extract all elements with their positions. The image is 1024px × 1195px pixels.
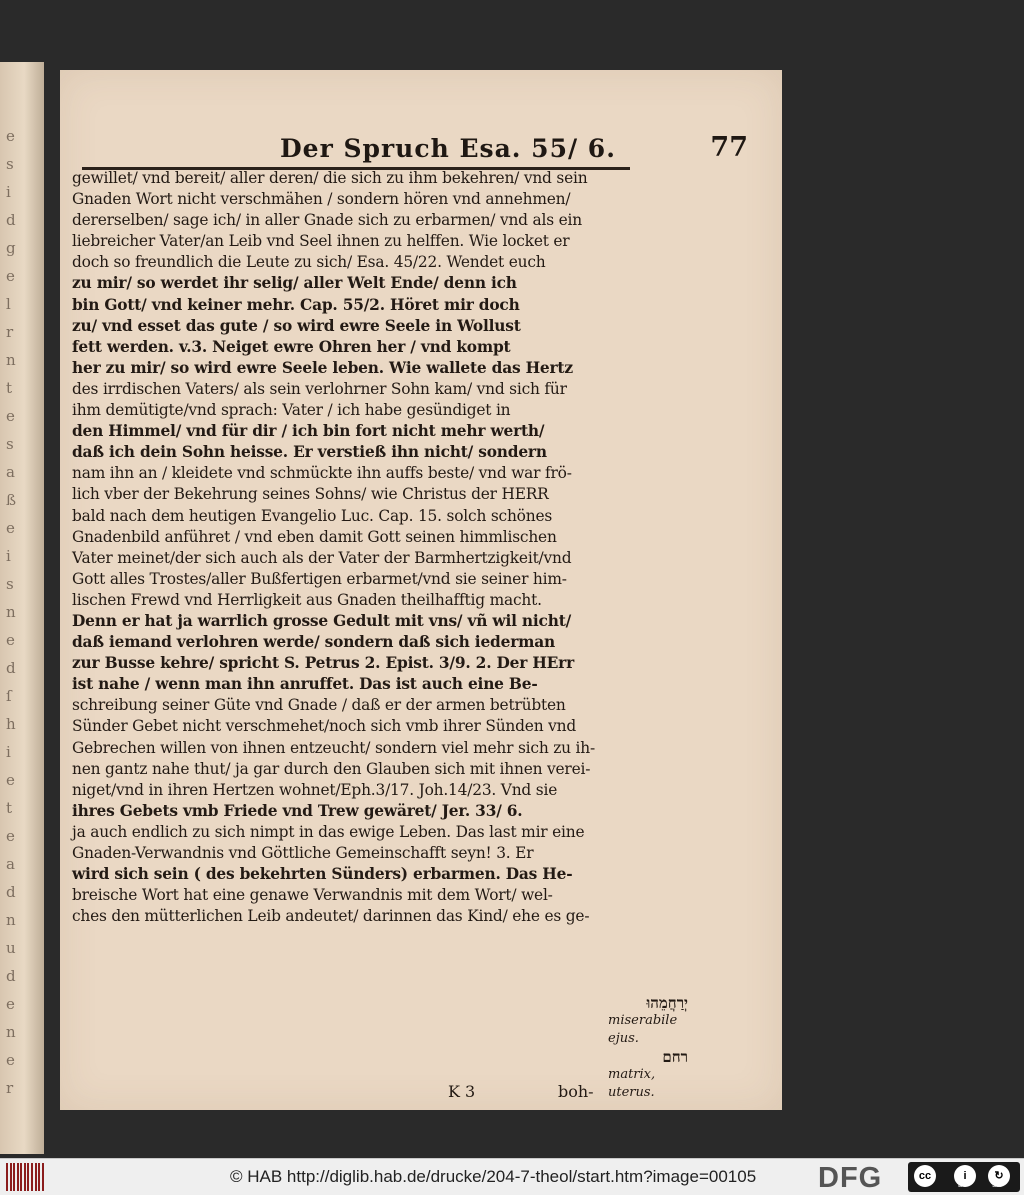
margin-latin-1: miserabile — [608, 1013, 678, 1028]
text-line: schreibung seiner Güte vnd Gnade / daß er der armen betrübten — [72, 696, 566, 715]
left-edge-char: ß — [6, 491, 18, 509]
text-line: zur Busse kehre/ spricht S. Petrus 2. Epist. 3/9. 2. Der HErr — [72, 654, 575, 673]
left-edge-char: a — [6, 855, 16, 873]
text-line: fett werden. v.3. Neiget ewre Ohren her / vnd kompt — [72, 337, 511, 356]
page-header — [80, 132, 762, 166]
left-edge-char: h — [6, 715, 17, 733]
text-line: Gnadenbild anführet / vnd eben damit Gott seinen himmlischen — [72, 527, 557, 546]
attribution-icon: i — [954, 1165, 976, 1187]
margin-hebrew-1: יְרַחֲמֵהוּ — [646, 994, 688, 1012]
left-edge-char: e — [6, 631, 16, 649]
text-line: wird sich sein ( des bekehrten Sünders) erbarmen. Das He- — [72, 865, 573, 884]
text-line: doch so freundlich die Leute zu sich/ Esa. 45/22. Wendet euch — [72, 253, 546, 272]
book-page — [60, 70, 782, 1110]
text-line: niget/vnd in ihren Hertzen wohnet/Eph.3/17. Joh.14/23. Vnd sie — [72, 780, 558, 799]
text-line: Gnaden-Verwandnis vnd Göttliche Gemeinschafft seyn! 3. Er — [72, 844, 534, 862]
text-line: gewillet/ vnd bereit/ aller deren/ die sich zu ihm bekehren/ vnd sein — [72, 169, 588, 187]
left-edge-char: d — [6, 967, 17, 985]
text-line: zu mir/ so werdet ihr selig/ aller Welt Ende/ denn ich — [72, 274, 517, 293]
left-edge-char: s — [6, 435, 15, 453]
left-edge-char: e — [6, 267, 16, 285]
text-line: Sünder Gebet nicht verschmehet/noch sich vmb ihrer Sünden vnd — [72, 717, 576, 736]
left-edge-char: a — [6, 463, 16, 481]
text-line: Denn er hat ja warrlich grosse Gedult mit vns/ vñ wil nicht/ — [72, 611, 572, 630]
text-line: nam ihn an / kleidete vnd schmückte ihn auffs beste/ vnd war frö- — [72, 464, 572, 483]
viewer-footer — [0, 1158, 1024, 1195]
copyright-text[interactable]: © HAB http://diglib.hab.de/drucke/204-7-theol/start.htm?image=00105 — [230, 1167, 757, 1186]
left-edge-char: n — [6, 351, 17, 369]
text-line: daß ich dein Sohn heisse. Er verstieß ihn nicht/ sondern — [72, 443, 547, 462]
left-edge-char: e — [6, 407, 16, 425]
share-alike-icon: ↻ — [988, 1165, 1010, 1187]
left-edge-char: n — [6, 911, 17, 929]
left-edge-char: e — [6, 1051, 16, 1069]
signature-mark: K 3 — [448, 1082, 476, 1101]
running-title: Der Spruch Esa. 55/ 6. — [280, 134, 616, 163]
left-edge-char: i — [6, 547, 12, 565]
page-number: 77 — [710, 132, 748, 163]
text-line: ihm demütigte/vnd sprach: Vater / ich habe gesündiget in — [72, 401, 511, 420]
cc-icon: cc — [914, 1165, 936, 1187]
text-line: ches den mütterlichen Leib andeutet/ darinnen das Kind/ ehe es ge- — [72, 907, 590, 926]
left-edge-char: g — [6, 239, 17, 257]
left-edge-char: r — [6, 323, 15, 341]
margin-latin-2: ejus. — [608, 1031, 639, 1046]
left-edge-char: e — [6, 995, 16, 1013]
left-edge-char: n — [6, 603, 17, 621]
text-line: des irrdischen Vaters/ als sein verlohrner Sohn kam/ vnd sich für — [72, 379, 567, 398]
text-line: zu/ vnd esset das gute / so wird ewre Seele in Wollust — [72, 316, 521, 335]
text-line: bin Gott/ vnd keiner mehr. Cap. 55/2. Höret mir doch — [72, 295, 520, 314]
left-page-fragment-text — [6, 122, 36, 1102]
text-line: her zu mir/ so wird ewre Seele leben. Wie wallete das Hertz — [72, 358, 573, 377]
cc-by-label: BY — [958, 1182, 968, 1189]
text-line: dererselben/ sage ich/ in aller Gnade sich zu erbarmen/ vnd als ein — [72, 211, 582, 230]
text-line: nen gantz nahe thut/ ja gar durch den Glauben sich mit ihnen verei- — [72, 759, 591, 778]
margin-latin-4: uterus. — [608, 1085, 655, 1100]
left-edge-char: e — [6, 771, 16, 789]
left-edge-char: e — [6, 519, 16, 537]
text-line: Vater meinet/der sich auch als der Vater der Barmhertzigkeit/vnd — [72, 548, 572, 567]
text-line: den Himmel/ vnd für dir / ich bin fort nicht mehr werth/ — [72, 422, 545, 441]
text-line: Gott alles Trostes/aller Bußfertigen erbarmet/vnd sie seiner him- — [72, 569, 567, 588]
left-edge-char: i — [6, 743, 12, 761]
left-edge-char: d — [6, 883, 17, 901]
text-line: Gnaden Wort nicht verschmähen / sondern hören vnd annehmen/ — [72, 190, 571, 209]
left-edge-char: e — [6, 127, 16, 145]
left-edge-char: ſ — [6, 687, 13, 705]
page-footer-line — [72, 1082, 612, 1104]
cc-sa-label: SA — [992, 1182, 1002, 1189]
body-text — [72, 168, 688, 1101]
text-line: ja auch endlich zu sich nimpt in das ewige Leben. Das last mir eine — [72, 822, 585, 841]
text-line: liebreicher Vater/an Leib vnd Seel ihnen zu helffen. Wie locket er — [72, 232, 570, 251]
text-line: lischen Frewd vnd Herrligkeit aus Gnaden theilhafftig macht. — [72, 590, 542, 609]
left-edge-char: n — [6, 1023, 17, 1041]
text-line: lich vber der Bekehrung seines Sohns/ wie Christus der HERR — [72, 485, 549, 504]
margin-hebrew-2: רחם — [662, 1048, 688, 1066]
left-edge-char: u — [6, 939, 17, 957]
left-edge-char: r — [6, 1079, 15, 1097]
text-line: daß iemand verlohren werde/ sondern daß sich iederman — [72, 633, 555, 652]
margin-note — [608, 994, 688, 1102]
dfg-logo[interactable]: DFG — [818, 1162, 883, 1194]
text-line: ist nahe / wenn man ihn anruffet. Das ist auch eine Be- — [72, 675, 538, 694]
left-edge-char: t — [6, 379, 14, 397]
left-edge-char: e — [6, 827, 16, 845]
barcode-logo-icon — [6, 1163, 46, 1191]
left-edge-char: s — [6, 575, 15, 593]
left-edge-char: l — [6, 295, 12, 313]
left-edge-char: t — [6, 799, 14, 817]
text-line: Gebrechen willen von ihnen entzeucht/ sondern viel mehr sich zu ih- — [72, 738, 595, 757]
left-edge-char: s — [6, 155, 15, 173]
cc-license-badge[interactable] — [908, 1162, 1020, 1192]
left-edge-char: d — [6, 211, 17, 229]
text-line: breische Wort hat eine genawe Verwandnis mit dem Wort/ wel- — [72, 886, 553, 905]
left-edge-char: d — [6, 659, 17, 677]
text-line: ihres Gebets vmb Friede vnd Trew gewäret/ Jer. 33/ 6. — [72, 801, 523, 820]
margin-latin-3: matrix, — [608, 1067, 656, 1082]
left-page-edge — [0, 62, 44, 1154]
text-line: bald nach dem heutigen Evangelio Luc. Cap. 15. solch schönes — [72, 506, 553, 525]
left-edge-char: i — [6, 183, 12, 201]
catchword: boh- — [558, 1082, 594, 1101]
